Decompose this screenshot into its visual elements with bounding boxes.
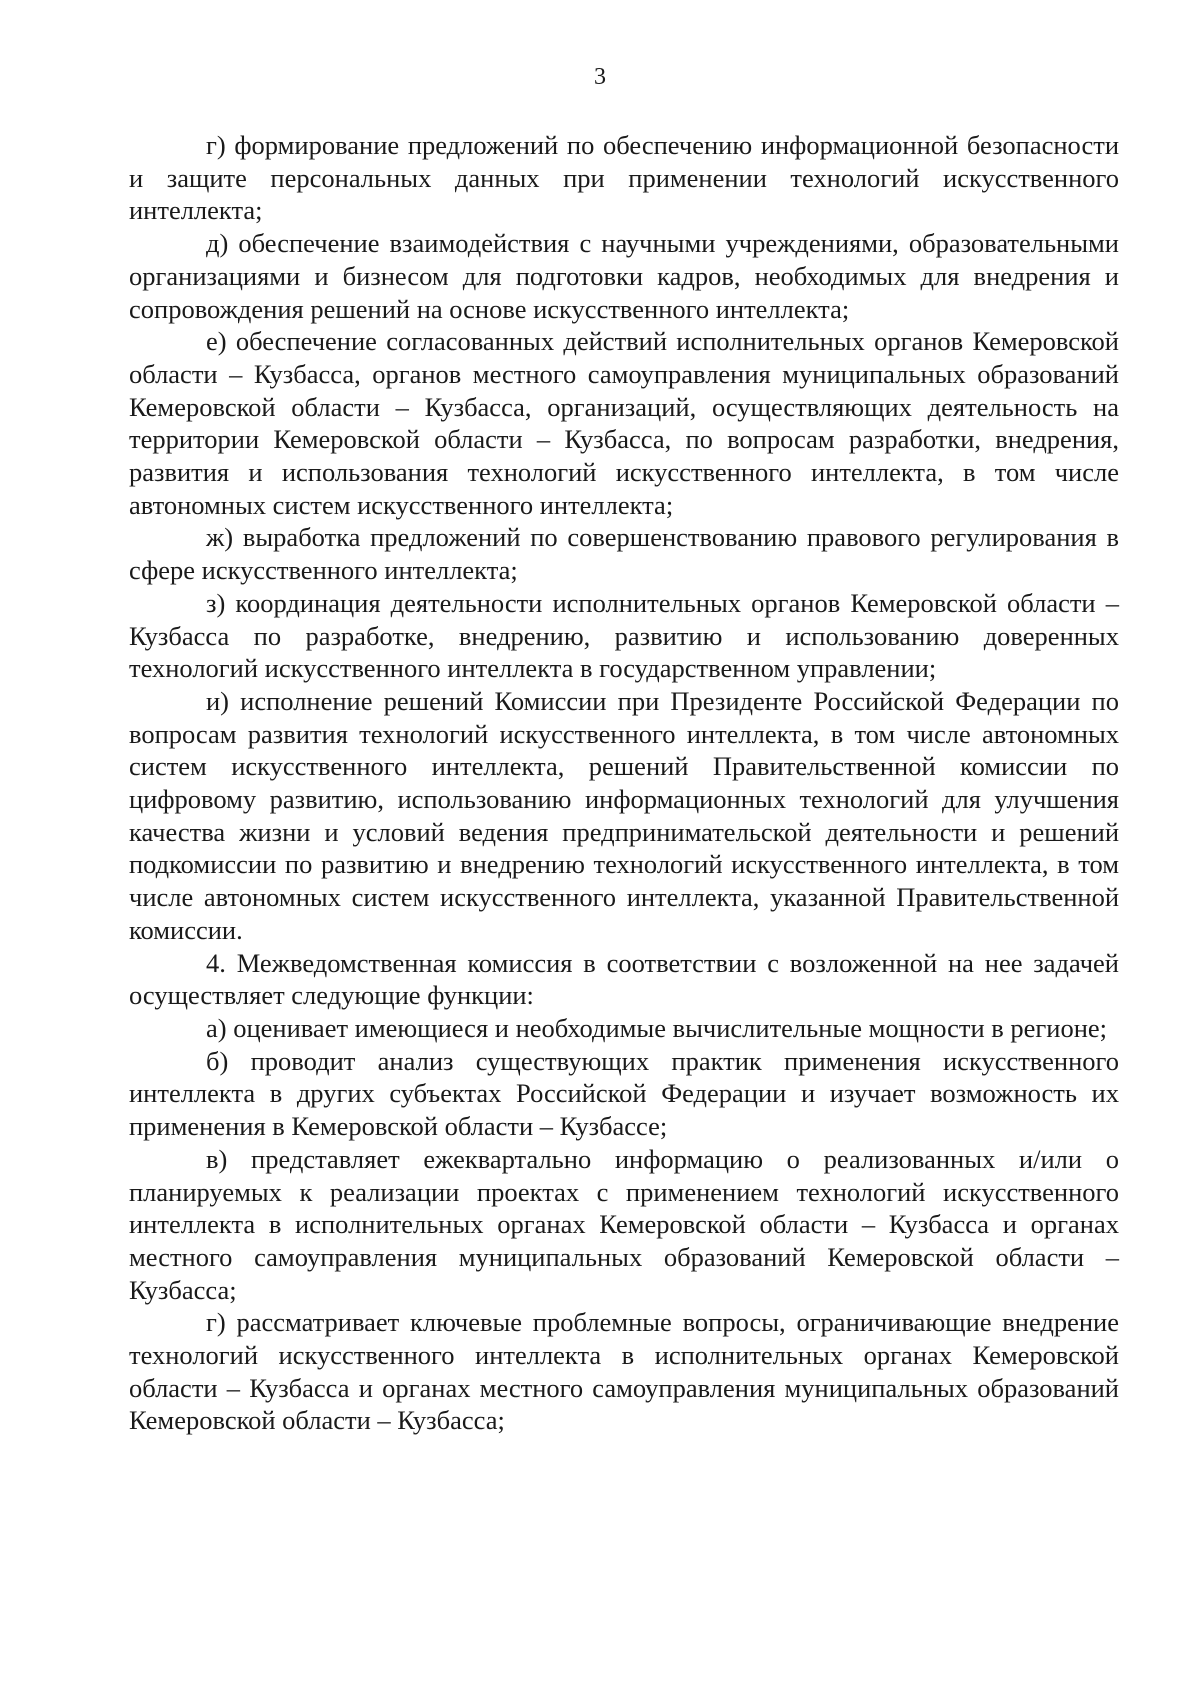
paragraph-item-e: е) обеспечение согласованных действий исполнительных органов Кемеровской области – Кузбасса, органов местного самоуправления муниципальных образований Кемеровской области – Кузбасса, организаций, осуществляющих деятельность на территории Кемеровской области – Кузбасса, по вопросам разработки, внедрения, развития и использования технологий искусственного интеллекта, в том числе автономных систем искусственного интеллекта; xyxy=(129,326,1119,520)
paragraph-item-zh: ж) выработка предложений по совершенствованию правового регулирования в сфере искусственного интеллекта; xyxy=(129,522,1119,586)
paragraph-item-z: з) координация деятельности исполнительных органов Кемеровской области – Кузбасса по разработке, внедрению, развитию и использованию доверенных технологий искусственного интеллекта в государственном управлении; xyxy=(129,587,1119,684)
paragraph-function-g: г) рассматривает ключевые проблемные вопросы, ограничивающие внедрение технологий искусственного интеллекта в исполнительных органах Кемеровской области – Кузбасса и органах местного самоуправления муниципальных образований Кемеровской области – Кузбасса; xyxy=(129,1307,1119,1436)
paragraph-section-4: 4. Межведомственная комиссия в соответствии с возложенной на нее задачей осуществляет следующие функции: xyxy=(129,947,1119,1011)
paragraph-item-i: и) исполнение решений Комиссии при Президенте Российской Федерации по вопросам развития технологий искусственного интеллекта, в том числе автономных систем искусственного интеллекта, решений Правительственной комиссии по цифровому развитию, использованию информационных технологий для улучшения качества жизни и условий ведения предпринимательской деятельности и решений подкомиссии по развитию и внедрению технологий искусственного интеллекта, в том числе автономных систем искусственного интеллекта, указанной Правительственной комиссии. xyxy=(129,685,1119,945)
paragraph-item-d: д) обеспечение взаимодействия с научными учреждениями, образовательными организациями и бизнесом для подготовки кадров, необходимых для внедрения и сопровождения решений на основе искусственного интеллекта; xyxy=(129,228,1119,324)
paragraph-function-a: а) оценивает имеющиеся и необходимые вычислительные мощности в регионе; xyxy=(206,1012,1108,1043)
paragraph-function-v: в) представляет ежеквартально информацию о реализованных и/или о планируемых к реализации проектах с применением технологий искусственного интеллекта в исполнительных органах Кемеровской области – Кузбасса и органах местного самоуправления муниципальных образований Кемеровской области – Кузбасса; xyxy=(129,1143,1119,1305)
paragraph-item-g: г) формирование предложений по обеспечению информационной безопасности и защите персональных данных при применении технологий искусственного интеллекта; xyxy=(129,130,1119,226)
document-body xyxy=(129,129,1119,1437)
page-number: 3 xyxy=(594,64,606,90)
paragraph-function-b: б) проводит анализ существующих практик применения искусственного интеллекта в других субъектах Российской Федерации и изучает возможность их применения в Кемеровской области – Кузбассе; xyxy=(129,1045,1119,1142)
